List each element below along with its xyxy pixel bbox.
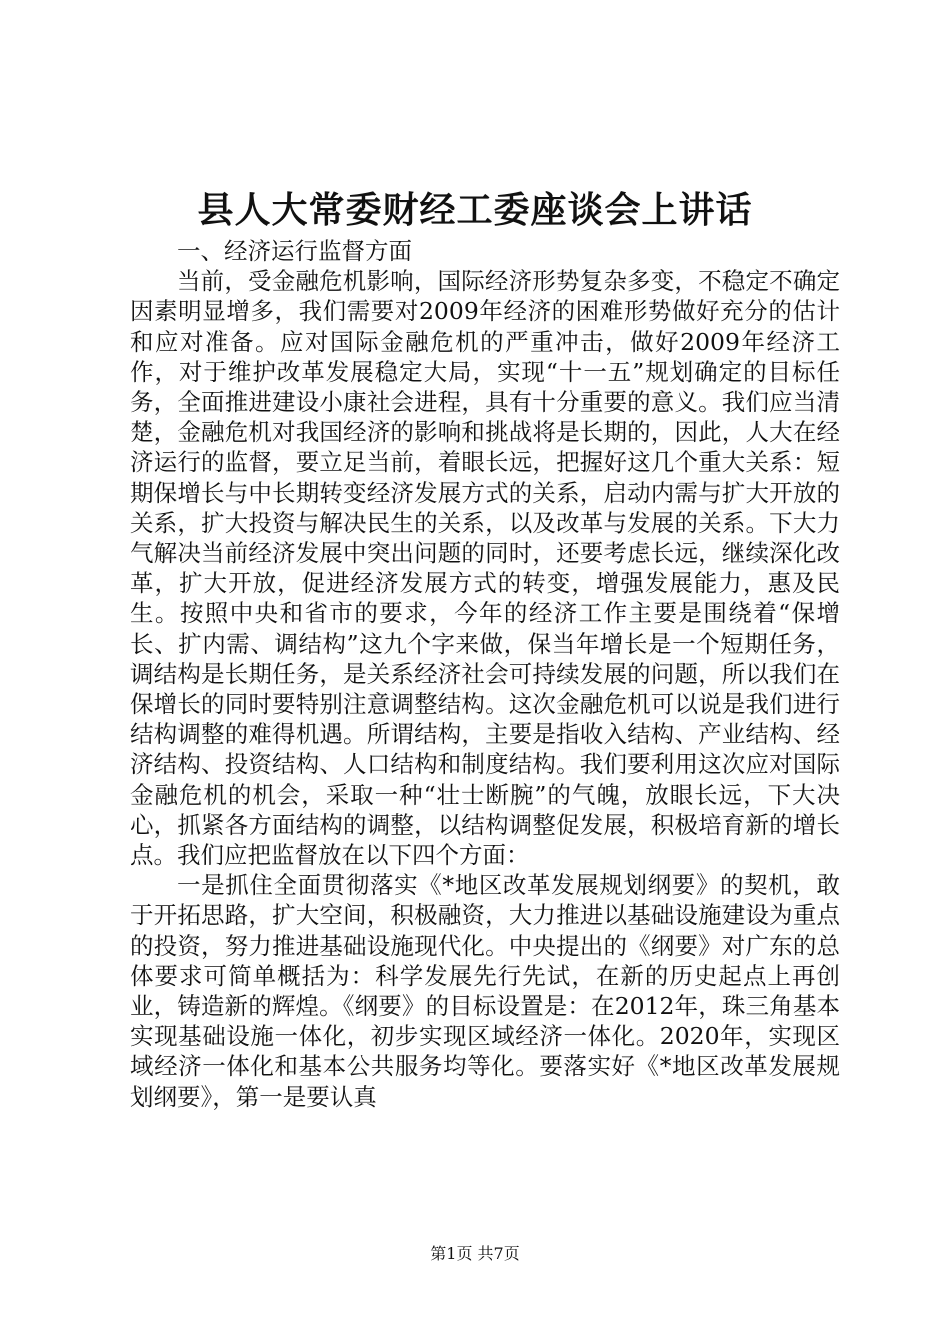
page-footer [0, 1243, 950, 1265]
paragraph: 一是抓住全面贯彻落实《*地区改革发展规划纲要》的契机，敢于开拓思路，扩大空间，积极融资，大力推进以基础设施建设为重点的投资，努力推进基础设施现代化。中央提出的《纲要》对广东的总体要求可简单概括为：科学发展先行先试，在新的历史起点上再创业，铸造新的辉煌。《纲要》的目标设置是：在2012年，珠三角基本实现基础设施一体化，初步实现区域经济一体化。2020年，实现区域经济一体化和基本公共服务均等化。要落实好《*地区改革发展规划纲要》，第一是要认真 [130, 871, 840, 1111]
paragraph: 当前，受金融危机影响，国际经济形势复杂多变，不稳定不确定因素明显增多，我们需要对2009年经济的困难形势做好充分的估计和应对准备。应对国际金融危机的严重冲击，做好2009年经济工作，对于维护改革发展稳定大局，实现“十一五”规划确定的目标任务，全面推进建设小康社会进程，具有十分重要的意义。我们应当清楚，金融危机对我国经济的影响和挑战将是长期的，因此，人大在经济运行的监督，要立足当前，着眼长远，把握好这几个重大关系：短期保增长与中长期转变经济发展方式的关系，启动内需与扩大开放的关系，扩大投资与解决民生的关系，以及改革与发展的关系。下大力气解决当前经济发展中突出问题的同时，还要考虑长远，继续深化改革，扩大开放，促进经济发展方式的转变，增强发展能力，惠及民生。按照中央和省市的要求，今年的经济工作主要是围绕着“保增长、扩内需、调结构”这九个字来做，保当年增长是一个短期任务，调结构是长期任务，是关系经济社会可持续发展的问题，所以我们在保增长的同时要特别注意调整结构。这次金融危机可以说是我们进行结构调整的难得机遇。所谓结构，主要是指收入结构、产业结构、经济结构、投资结构、人口结构和制度结构。我们要利用这次应对国际金融危机的机会，采取一种“壮士断腕”的气魄，放眼长远，下大决心，抓紧各方面结构的调整，以结构调整促发展，积极培育新的增长点。我们应把监督放在以下四个方面： [130, 267, 840, 870]
page-title: 县人大常委财经工委座谈会上讲话 [197, 189, 753, 231]
document-body [130, 236, 840, 1112]
page-indicator: 第1页 共7页 [430, 1244, 520, 1263]
section-heading: 一、经济运行监督方面 [177, 237, 412, 265]
